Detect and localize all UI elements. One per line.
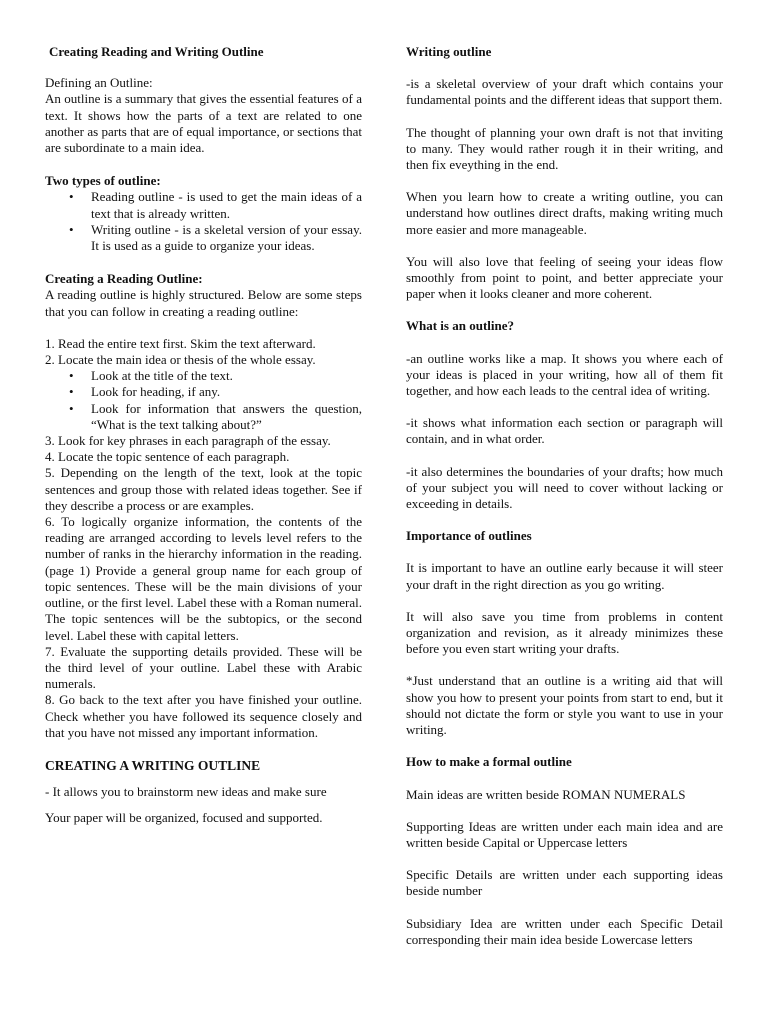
paragraph: -it also determines the boundaries of your drafts; how much of your subject you will need to cover without lacking or exceeding in details. xyxy=(406,463,723,512)
step-2: 2. Locate the main idea or thesis of the whole essay. xyxy=(45,352,316,368)
writing-outline-section-title: CREATING A WRITING OUTLINE xyxy=(45,757,261,773)
paragraph: -it shows what information each section or paragraph will contain, and in what order. xyxy=(406,415,723,447)
paragraph: Specific Details are written under each supporting ideas beside number xyxy=(406,867,723,899)
writing-outline-heading: Writing outline xyxy=(406,44,492,59)
types-heading: Two types of outline: xyxy=(45,173,161,189)
step-6: 6. To logically organize information, the contents of the reading are arranged according to levels level refers to the number of ranks in the hierarchy information in the reading. (page 1) Provide a general group name for each group of topic sentences. These will be the main divisions of your outline, or the first level. Label these with a Roman numeral. The topic sentences will be the subtopics, or the second level. Label these with capital letters. xyxy=(45,514,362,643)
right-column xyxy=(406,44,723,948)
paragraph: When you learn how to create a writing outline, you can understand how outlines direct drafts, making writing much more easier and more manageable. xyxy=(406,189,723,237)
defining-label: Defining an Outline: xyxy=(45,75,153,91)
step-1: 1. Read the entire text first. Skim the text afterward. xyxy=(45,335,316,351)
step-2-list xyxy=(45,368,362,433)
paragraph: You will also love that feeling of seeing your ideas flow smoothly from point to point, and better appreciate your paper when it looks cleaner and more coherent. xyxy=(406,253,723,302)
left-column xyxy=(45,44,362,827)
paragraph: Supporting Ideas are written under each main idea and are written beside Capital or Uppercase letters xyxy=(406,818,723,850)
paragraph: The thought of planning your own draft is not that inviting to many. They would rather rough it in their writing, and then fix eveything in the end. xyxy=(406,124,723,173)
paragraph: Subsidiary Idea are written under each Specific Detail corresponding their main idea beside Lowercase letters xyxy=(406,915,723,947)
importance-heading: Importance of outlines xyxy=(406,528,532,544)
paragraph: *Just understand that an outline is a writing aid that will show you how to present your points from start to end, but it should not dictate the form or style you want to use in your writing. xyxy=(406,673,723,738)
list-item: • Look for heading, if any. xyxy=(45,384,362,400)
step-8: 8. Go back to the text after you have finished your outline. Check whether you have followed its sequence closely and that you have not missed any important information. xyxy=(45,692,362,740)
paragraph: It will also save you time from problems in content organization and revision, as it already minimizes these before you even start writing your drafts. xyxy=(406,608,723,657)
writing-line-2: Your paper will be organized, focused and supported. xyxy=(45,810,323,826)
types-list xyxy=(45,189,362,254)
list-item: • Reading outline - is used to get the main ideas of a text that is already written. xyxy=(45,189,362,221)
defining-paragraph: An outline is a summary that gives the essential features of a text. It shows how the parts of a text are related to one another as parts that are of equal importance, or sections that are subordinate to a main idea. xyxy=(45,91,362,156)
reading-outline-heading: Creating a Reading Outline: xyxy=(45,271,203,287)
document-title: Creating Reading and Writing Outline xyxy=(49,44,264,59)
formal-outline-heading: How to make a formal outline xyxy=(406,754,572,770)
step-5: 5. Depending on the length of the text, look at the topic sentences and group those with related ideas together. See if they describe a process or are examples. xyxy=(45,465,362,513)
reading-intro-paragraph: A reading outline is highly structured. Below are some steps that you can follow in creating a reading outline: xyxy=(45,287,362,319)
paragraph: Main ideas are written beside ROMAN NUMERALS xyxy=(406,786,686,802)
list-item: • Writing outline - is a skeletal version of your essay. It is used as a guide to organize your ideas. xyxy=(45,222,362,254)
paragraph: -is a skeletal overview of your draft which contains your fundamental points and the different ideas that support them. xyxy=(406,76,723,108)
step-4: 4. Locate the topic sentence of each paragraph. xyxy=(45,449,290,465)
paragraph: It is important to have an outline early because it will steer your draft in the right direction as you go writing. xyxy=(406,560,723,592)
step-7: 7. Evaluate the supporting details provided. These will be the third level of your outline. Label these with Arabic numerals. xyxy=(45,643,362,692)
list-item: • Look at the title of the text. xyxy=(45,368,362,384)
what-is-outline-heading: What is an outline? xyxy=(406,318,514,334)
step-3: 3. Look for key phrases in each paragraph of the essay. xyxy=(45,433,331,449)
paragraph: -an outline works like a map. It shows you where each of your ideas is placed in your writing, how all of them fit together, and how each leads to the central idea of writing. xyxy=(406,350,723,399)
writing-line-1: - It allows you to brainstorm new ideas and make sure xyxy=(45,784,327,800)
list-item: • Look for information that answers the question, “What is the text talking about?” xyxy=(45,401,362,433)
